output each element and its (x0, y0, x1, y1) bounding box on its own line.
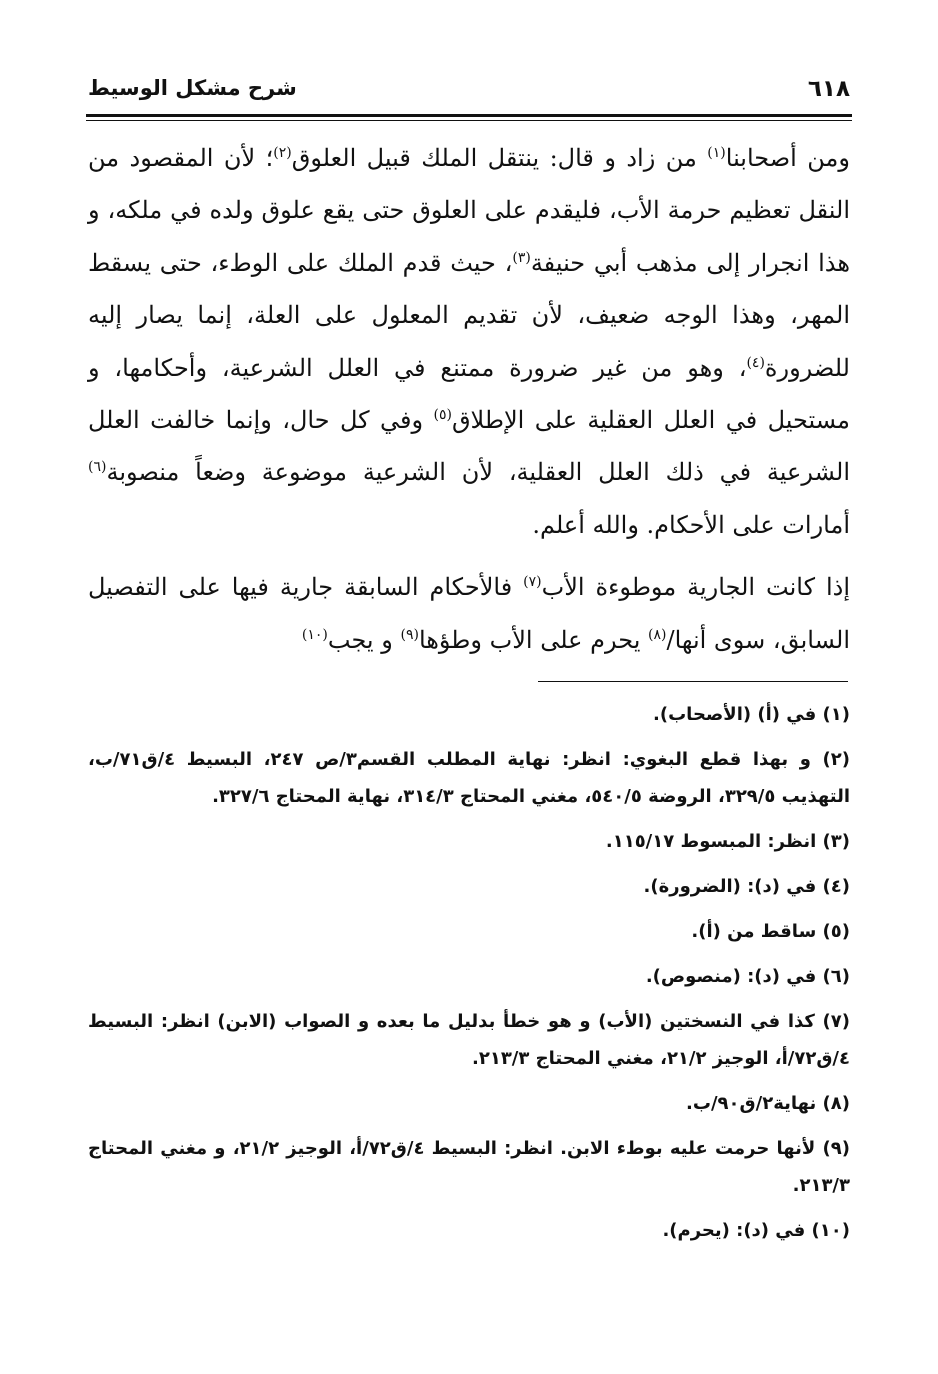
footnote-ref-9[interactable]: (٩) (400, 626, 419, 643)
footnote-ref-3[interactable]: (٣) (512, 249, 531, 266)
text-run: وفي كل حال، وإنما خالفت العلل الشرعية في ذلك العلل العقلية، لأن الشرعية موضوعة وضعاً منصوبة (88, 406, 850, 487)
text-run: ، وهو من غير ضرورة ممتنع في العلل الشرعية، وأحكامها، و مستحيل في العلل العقلية على الإطلاق (88, 353, 851, 435)
footnote-ref-8[interactable]: (٨) (648, 626, 667, 643)
footnote-2: (٢) و بهذا قطع البغوي: انظر: نهاية المطلب القسم٣/ص ٢٤٧، البسيط ٤/ق٧١/ب، التهذيب ٣٢٩/٥، الروضة ٥٤٠/٥، مغني المحتاج ٣١٤/٣، نهاية المحتاج ٣٢٧/٦. (88, 749, 850, 807)
text-run: من زاد و قال: ينتقل الملك قبيل العلوق (291, 144, 708, 172)
text-run: ومن أصحابنا (725, 144, 850, 172)
running-title: شرح مشكل الوسيط (88, 76, 297, 100)
running-header (88, 72, 850, 112)
main-text (88, 132, 850, 666)
paragraph-1 (88, 132, 850, 551)
text-run: ، حيث قدم الملك على الوطء، حتى يسقط المهر، وهذا الوجه ضعيف، لأن تقديم المعلول على العلة، إنما يصار إليه للضرورة (88, 248, 850, 382)
header-rule-thick (86, 114, 852, 117)
footnote-ref-1[interactable]: (١) (707, 145, 726, 161)
footnote-7: (٧) كذا في النسختين (الأب) و هو خطأ بدليل ما بعده و الصواب (الابن) انظر: البسيط ٤/ق٧٢/أ، الوجيز ٢١/٢، مغني المحتاج ٢١٣/٣. (88, 1011, 850, 1069)
text-run: ؛ لأن المقصود من النقل تعظيم حرمة الأب، فليقدم على العلوق حتى يقع علوق ولده في ملكه، و هذا انجرار إلى مذهب أبي حنيفة (88, 144, 851, 277)
footnote-ref-2[interactable]: (٢) (273, 145, 292, 161)
footnote-ref-6[interactable]: (٦) (88, 459, 107, 476)
footnote-ref-7[interactable]: (٧) (523, 574, 542, 591)
footnote-separator (538, 681, 848, 682)
footnote-5: (٥) ساقط من (أ). (691, 921, 850, 942)
footnote-ref-4[interactable]: (٤) (746, 354, 765, 371)
text-run: إذا كانت الجارية موطوءة الأب (541, 573, 850, 602)
footnotes (88, 696, 850, 1257)
footnote-10: (١٠) في (د): (يحرم). (662, 1220, 850, 1241)
text-run: يحرم على الأب وطؤها (418, 625, 649, 654)
text-run: أمارات على الأحكام. والله أعلم. (532, 510, 850, 539)
footnote-ref-5[interactable]: (٥) (433, 407, 452, 424)
footnote-6: (٦) في (د): (منصوص). (645, 966, 850, 987)
footnote-ref-10[interactable]: (١٠) (301, 626, 328, 643)
text-run: و يجب (327, 625, 401, 654)
footnote-9: (٩) لأنها حرمت عليه بوطء الابن. انظر: البسيط ٤/ق٧٢/أ، الوجيز ٢١/٢، و مغني المحتاج ٢١٣/٣. (88, 1138, 850, 1196)
footnote-4: (٤) في (د): (الضرورة). (643, 876, 850, 897)
page-number: ٦١٨ (807, 76, 850, 102)
footnote-8: (٨) نهاية٢/ق٩٠/ب. (686, 1093, 850, 1114)
footnote-1: (١) في (أ) (الأصحاب). (653, 704, 850, 725)
header-rule-thin (86, 120, 852, 121)
footnote-3: (٣) انظر: المبسوط ١١٥/١٧. (605, 831, 850, 852)
paragraph-2 (88, 561, 850, 666)
text-run: فالأحكام السابقة جارية فيها على التفصيل السابق، سوى أنها/ (88, 573, 850, 654)
